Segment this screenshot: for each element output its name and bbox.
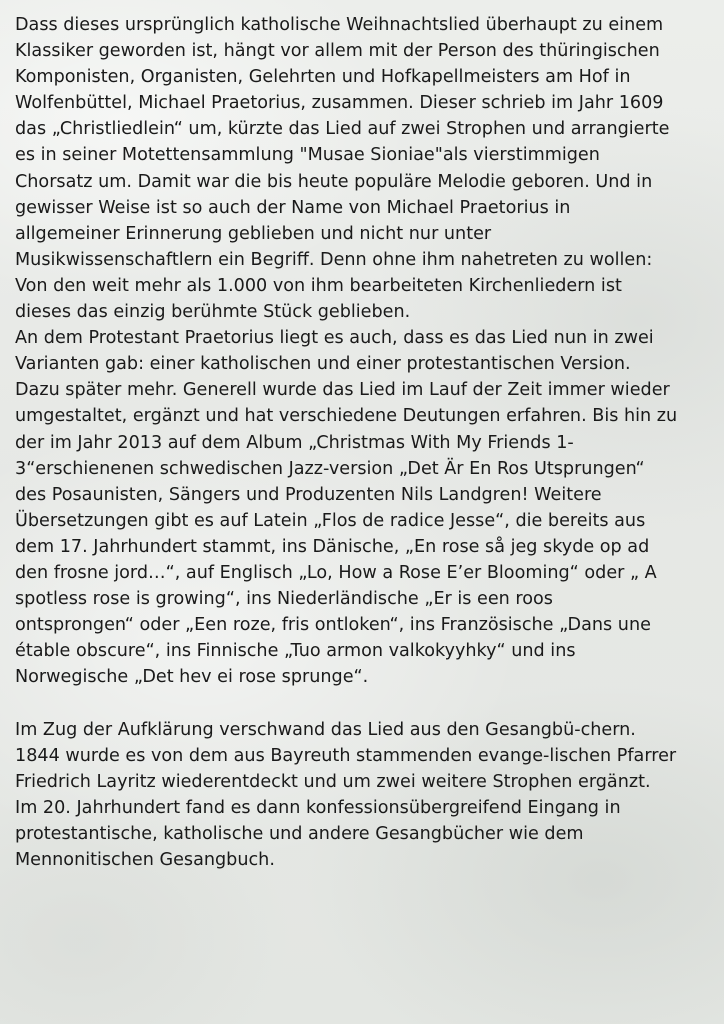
paragraph-spacer (15, 690, 715, 716)
text-line: Mennonitischen Gesangbuch. (15, 850, 275, 870)
text-line: 3“erschienenen schwedischen Jazz-version „Det Är En Ros Utsprungen“ (15, 458, 645, 479)
text-line: Friedrich Layritz wiederentdeckt und um zwei weitere Strophen ergänzt. (15, 771, 651, 792)
text-line: étable obscure“, ins Finnische „Tuo armon valkokyyhky“ und ins (15, 641, 576, 662)
text-line: Im Zug der Aufklärung verschwand das Lied aus den Gesangbü-chern. (15, 719, 636, 740)
text-line: allgemeiner Erinnerung geblieben und nicht nur unter (15, 223, 492, 244)
text-line: es in seiner Motettensammlung "Musae Sioniae"als vierstimmigen (15, 145, 600, 166)
text-line: des Posaunisten, Sängers und Produzenten Nils Landgren! Weitere (15, 484, 602, 505)
text-line: Von den weit mehr als 1.000 von ihm bearbeiteten Kirchenliedern ist (15, 275, 622, 296)
text-line: Musikwissenschaftlern ein Begriff. Denn ohne ihm nahetreten zu wollen: (15, 249, 653, 270)
text-line: Dass dieses ursprünglich katholische Weihnachtslied überhaupt zu einem (15, 15, 664, 35)
text-line: spotless rose is growing“, ins Niederländische „Er is een roos (15, 589, 553, 610)
text-line: dem 17. Jahrhundert stammt, ins Dänische, „En rose så jeg skyde op ad (15, 536, 650, 557)
text-line: dieses das einzig berühmte Stück geblieben. (15, 302, 411, 323)
paragraph-variants (15, 325, 715, 690)
text-line: An dem Protestant Praetorius liegt es auch, dass es das Lied nun in zwei (15, 328, 654, 349)
text-line: ontsprongen“ oder „Een roze, fris ontloken“, ins Französische „Dans une (15, 615, 651, 636)
text-line: 1844 wurde es von dem aus Bayreuth stammenden evange-lischen Pfarrer (15, 745, 677, 766)
text-line: der im Jahr 2013 auf dem Album „Christmas With My Friends 1- (15, 432, 574, 453)
text-line: protestantische, katholische und andere Gesangbücher wie dem (15, 823, 584, 844)
text-line: gewisser Weise ist so auch der Name von Michael Praetorius in (15, 197, 571, 218)
text-line: Komponisten, Organisten, Gelehrten und Hofkapellmeisters am Hof in (15, 67, 631, 88)
text-line: Klassiker geworden ist, hängt vor allem mit der Person des thüringischen (15, 41, 660, 62)
text-line: Wolfenbüttel, Michael Praetorius, zusammen. Dieser schrieb im Jahr 1609 (15, 93, 664, 114)
text-line: Chorsatz um. Damit war die bis heute populäre Melodie geboren. Und in (15, 171, 653, 192)
text-line: den frosne jord…“, auf Englisch „Lo, How a Rose E’er Blooming“ oder „ A (15, 562, 657, 583)
text-line: das „Christliedlein“ um, kürzte das Lied auf zwei Strophen und arrangierte (15, 119, 670, 140)
paragraph-enlightenment (15, 717, 715, 874)
text-line: umgestaltet, ergänzt und hat verschiedene Deutungen erfahren. Bis hin zu (15, 406, 678, 427)
article-text (15, 12, 715, 873)
text-line: Übersetzungen gibt es auf Latein „Flos de radice Jesse“, die bereits aus (15, 510, 646, 531)
text-line: Im 20. Jahrhundert fand es dann konfessionsübergreifend Eingang in (15, 797, 621, 818)
text-line: Dazu später mehr. Generell wurde das Lied im Lauf der Zeit immer wieder (15, 380, 670, 401)
paragraph-praetorius (15, 12, 715, 325)
text-line: Varianten gab: einer katholischen und einer protestantischen Version. (15, 354, 631, 375)
text-line: Norwegische „Det hev ei rose sprunge“. (15, 667, 369, 688)
